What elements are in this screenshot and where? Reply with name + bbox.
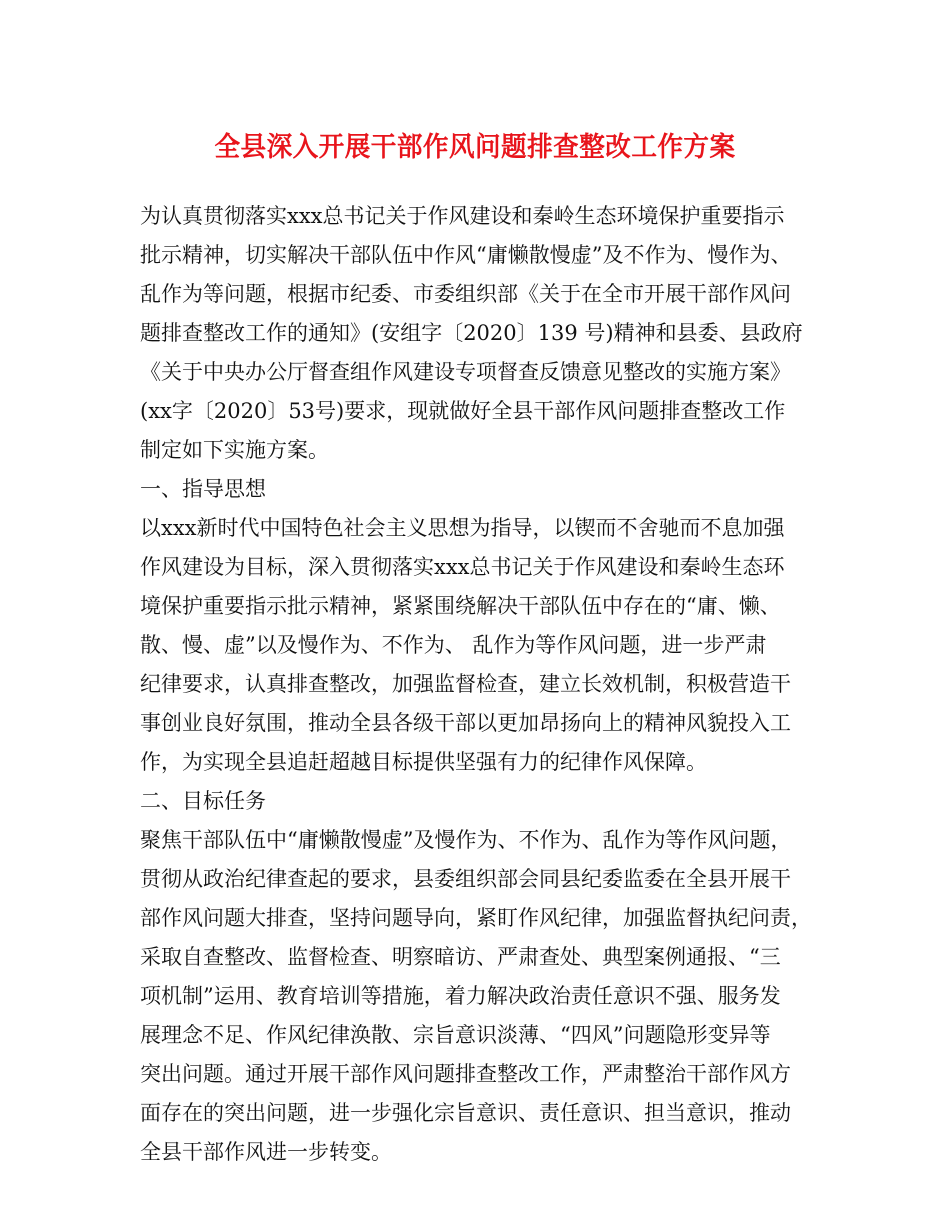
- body-line: 作风建设为目标，深入贯彻落实xxx总书记关于作风建设和秦岭生态环: [140, 555, 785, 579]
- body-line: 聚焦干部队伍中“庸懒散慢虚”及慢作为、不作为、乱作为等作风问题，: [140, 828, 792, 852]
- body-line: 部作风问题大排查，坚持问题导向，紧盯作风纪律，加强监督执纪问责，: [140, 906, 812, 930]
- body-line: 事创业良好氛围，推动全县各级干部以更加昂扬向上的精神风貌投入工: [140, 711, 791, 735]
- body-line: 采取自查整改、监督检查、明察暗访、严肃查处、典型案例通报、“三: [140, 945, 781, 969]
- body-line: 贯彻从政治纪律查起的要求，县委组织部会同县纪委监委在全县开展干: [140, 867, 791, 891]
- body-line: 展理念不足、作风纪律涣散、宗旨意识淡薄、“四风”问题隐形变异等: [140, 1023, 771, 1047]
- body-line: 散、慢、虚”以及慢作为、不作为、 乱作为等作风问题，进一步严肃: [140, 633, 767, 657]
- body-line: 题排查整改工作的通知》(安组字〔2020〕139 号)精神和县委、县政府: [140, 321, 803, 345]
- body-line: 批示精神，切实解决干部队伍中作风“庸懒散慢虚”及不作为、慢作为、: [140, 243, 792, 267]
- body-line: 制定如下实施方案。: [140, 438, 329, 462]
- body-line: 项机制”运用、教育培训等措施，着力解决政治责任意识不强、服务发: [140, 984, 781, 1008]
- body-line: 全县干部作风进一步转变。: [140, 1140, 392, 1164]
- body-line: 作，为实现全县追赶超越目标提供坚强有力的纪律作风保障。: [140, 750, 707, 774]
- body-line: 《关于中央办公厅督查组作风建设专项督查反馈意见整改的实施方案》: [140, 360, 791, 384]
- body-line: 纪律要求，认真排查整改，加强监督检查，建立长效机制，积极营造干: [140, 672, 791, 696]
- section-heading-guiding-ideology: 一、指导思想: [140, 477, 266, 501]
- document-body: [140, 197, 830, 1172]
- section-heading-objectives: 二、目标任务: [140, 789, 266, 813]
- body-line: 乱作为等问题，根据市纪委、市委组织部《关于在全市开展干部作风问: [140, 282, 791, 306]
- body-line: 突出问题。通过开展干部作风问题排查整改工作，严肃整治干部作风方: [140, 1062, 791, 1086]
- body-line: 面存在的突出问题，进一步强化宗旨意识、责任意识、担当意识，推动: [140, 1101, 791, 1125]
- body-line: (xx字〔2020〕53号)要求，现就做好全县干部作风问题排查整改工作: [140, 399, 786, 423]
- body-line: 境保护重要指示批示精神，紧紧围绕解决干部队伍中存在的“庸、懒、: [140, 594, 781, 618]
- document-title: 全县深入开展干部作风问题排查整改工作方案: [214, 132, 736, 163]
- body-line: 为认真贯彻落实xxx总书记关于作风建设和秦岭生态环境保护重要指示: [140, 204, 785, 228]
- body-line: 以xxx新时代中国特色社会主义思想为指导，以锲而不舍驰而不息加强: [140, 516, 785, 540]
